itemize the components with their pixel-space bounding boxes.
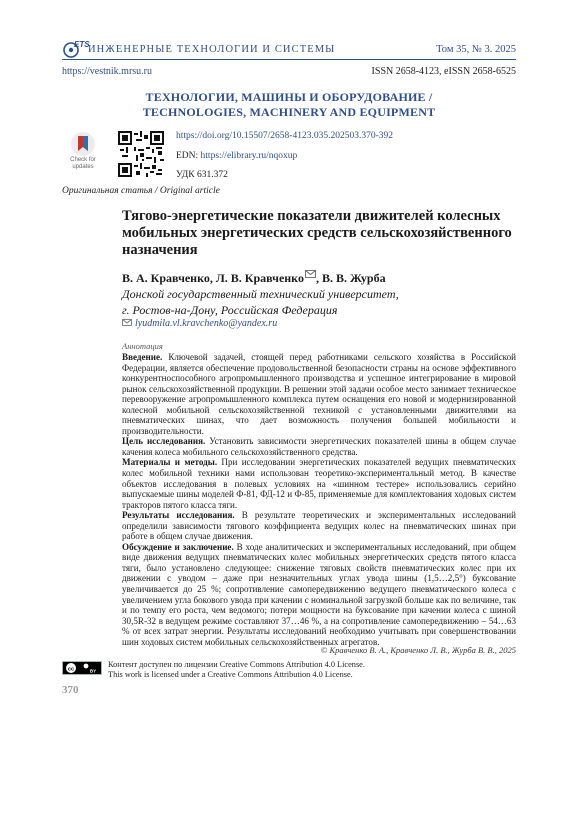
cc-text: cc: [67, 666, 75, 673]
qr-code: [118, 131, 164, 177]
email-text[interactable]: lyudmila.vl.kravchenko@yandex.ru: [135, 318, 278, 329]
edn: [176, 151, 297, 161]
affiliation: [122, 287, 522, 318]
check-for-updates-badge[interactable]: [62, 131, 104, 179]
abstract-intro: [122, 352, 516, 436]
journal-title: ИНЖЕНЕРНЫЕ ТЕХНОЛОГИИ И СИСТЕМЫ: [88, 44, 336, 55]
journal-logo: [62, 38, 88, 60]
abstract-results: [122, 510, 516, 542]
license-ru: Контент доступен по лицензии Creative Commons Attribution 4.0 License.: [108, 660, 365, 669]
abstract-body: [122, 352, 516, 647]
badge-line1: Check for: [70, 157, 96, 163]
logo-text: ETS: [74, 40, 90, 49]
journal-url-link[interactable]: https://vestnik.mrsu.ru: [62, 66, 152, 77]
volume-issue: Том 35, № 3. 2025: [436, 44, 516, 55]
discussion-text: В ходе аналитических и экспериментальных исследований, при общем виде движения ведущих пневматических колес мобильных энергетических средств пятого класса тяги, было установлено следующее: снижение тяговых свойств пневматических колес при их движении с уводом – даже при незначительных углах увода шины (1,5…2,5°) буксование увеличивается до 25 %; сопротивление самопередвижению ведущего пневматического колеса с увеличением угла бокового увода при качении с номинальной загрузкой больше как по величине, так и по темпу его роста, чем ведомого; потери мощности на буксование при качении колеса с шиной 30,5R-32 в ведущем режиме составляют 37…46 %, а на сопротивление самопередвижению – 54…63 % от всех затрат энергии. Результаты исследований необходимо учитывать при совершенствовании шин ходовых систем мобильных сельскохозяйственных агрегатов.: [122, 541, 516, 647]
section-heading-en: TECHNOLOGIES, MACHINERY AND EQUIPMENT: [142, 105, 436, 119]
page-number: 370: [62, 684, 79, 696]
methods-heading: Материалы и методы.: [122, 457, 218, 468]
intro-heading: Введение.: [122, 352, 163, 362]
section-heading-ru: ТЕХНОЛОГИИ, МАШИНЫ И ОБОРУДОВАНИЕ /: [145, 90, 433, 104]
bookmark-icon: [62, 131, 104, 157]
udk: УДК 631.372: [176, 170, 228, 180]
license-text: [108, 660, 365, 681]
envelope-icon: [305, 270, 316, 278]
discussion-heading: Обсуждение и заключение.: [122, 541, 234, 552]
license-en: This work is licensed under a Creative Commons Attribution 4.0 License.: [108, 670, 353, 680]
copyright: © Кравченко В. А., Кравченко Л. В., Журба В. В., 2025: [320, 645, 516, 655]
article-title: Тягово-энергетические показатели движителей колесных мобильных энергетических средств сельскохозяйственного назначения: [122, 208, 512, 258]
section-heading: [62, 90, 516, 120]
authors-part2: , В. В. Журба: [315, 271, 386, 285]
badge-line2: updates: [72, 164, 94, 170]
results-heading: Результаты исследования.: [122, 510, 235, 521]
article-type: Оригинальная статья / Original article: [62, 186, 220, 196]
intro-text: Ключевой задачей, стоящей перед работниками сельского хозяйства в Российской Федерации, является обеспечение продовольственной безопасности страны на основе эффективного конкурентноспособного агропромышленного производства и успешное интегрирование в мировой рынок сельскохозяйственной продукции. В решении этой задачи особое место занимает техническое перевооружение агропромышленного комплекса путем оснащения его новой и модернизированной колесной мобильной сельскохозяйственной техникой с установленными движителями на пневматических шинах, что дает возможность получения большей мобильности и производительности.: [122, 352, 516, 436]
issn: ISSN 2658-4123, eISSN 2658-6525: [371, 66, 516, 77]
methods-text: При исследовании энергетических показателей ведущих пневматических колес мобильной техники нами использован теоретико-экспериментальный метод. В качестве объектов исследования в полевых условиях на «шинном тестере» использовались серийно выпускаемые шины моделей Ф-81, ФД-12 и Ф-85, применяемые для комплектования ходовых систем тракторов пятого класса тяги.: [122, 457, 516, 510]
authors: [122, 270, 386, 286]
doi-link[interactable]: https://doi.org/10.15507/2658-4123.035.202503.370-392: [176, 131, 394, 141]
edn-link[interactable]: https://elibrary.ru/nqoxup: [200, 151, 298, 161]
affiliation-line2: г. Ростов-на-Дону, Российская Федерация: [122, 302, 338, 317]
aim-text: Установить зависимости энергетических показателей шины в общем случае качения колеса мобильного сельскохозяйственного средства.: [122, 436, 516, 457]
aim-heading: Цель исследования.: [122, 436, 206, 447]
header-rule: [62, 59, 516, 60]
abstract-label: Аннотация: [122, 341, 163, 351]
abstract-aim: [122, 436, 516, 457]
envelope-icon: [122, 319, 132, 326]
cc-by-license-icon[interactable]: [62, 661, 102, 675]
edn-label: EDN:: [176, 151, 201, 161]
results-text: В результате теоретических и экспериментальных исследований определили зависимости тягового коэффициента ведущих колес на пневматических шинах при работе в общем случае движения.: [122, 510, 516, 542]
abstract-methods: [122, 457, 516, 510]
affiliation-line1: Донской государственный технический университет,: [122, 287, 399, 301]
by-text: BY: [89, 668, 97, 674]
abstract-discussion: [122, 542, 516, 647]
authors-part1: В. А. Кравченко, Л. В. Кравченко: [122, 271, 304, 285]
author-email[interactable]: [122, 318, 277, 329]
